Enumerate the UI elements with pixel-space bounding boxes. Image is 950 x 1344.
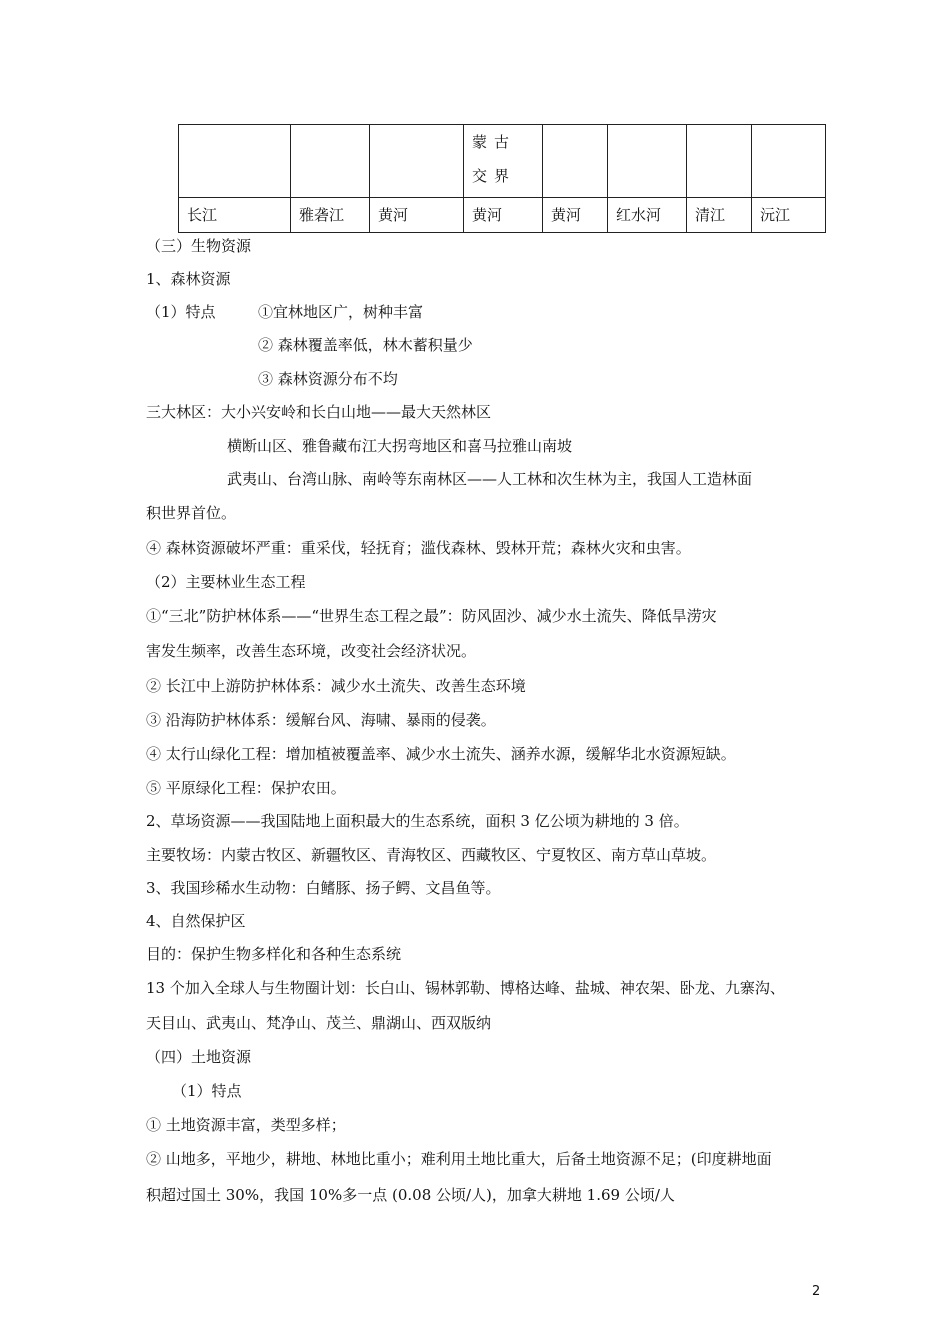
table-cell: 红水河 [608,198,687,233]
text-line: 三大林区：大小兴安岭和长白山地——最大天然林区 [146,403,492,421]
table-cell: 黄河 [464,198,543,233]
text-line: 3、我国珍稀水生动物：白鳍豚、扬子鳄、文昌鱼等。 [146,879,501,897]
text-line: 武夷山、台湾山脉、南岭等东南林区——人工林和次生林为主，我国人工造林面 [227,470,753,488]
text-line: （1）特点 [146,303,216,321]
section-heading: （三）生物资源 [146,237,252,255]
table-cell: 雅砻江 [291,198,370,233]
text-line: ①“三北”防护林体系——“世界生态工程之最”：防风固沙、减少水土流失、降低旱涝灾 [146,607,717,625]
table-cell: 黄河 [370,198,464,233]
table-cell [752,125,826,198]
text-line: ⑤ 平原绿化工程：保护农田。 [146,779,346,797]
table-cell [608,125,687,198]
table-cell: 沅江 [752,198,826,233]
table-cell: 清江 [687,198,752,233]
text-line: ① 土地资源丰富，类型多样； [146,1116,346,1134]
table-cell [291,125,370,198]
text-line: ③ 森林资源分布不均 [258,370,398,388]
text-line: 天目山、武夷山、梵净山、茂兰、鼎湖山、西双版纳 [146,1014,492,1032]
table-cell [543,125,608,198]
text-line: 害发生频率，改善生态环境，改变社会经济状况。 [146,642,477,660]
table-cell [179,125,291,198]
text-line: ③ 沿海防护林体系：缓解台风、海啸、暴雨的侵袭。 [146,711,496,729]
text-line: 积超过国土 30%，我国 10%多一点 (0.08 公顷/人)，加拿大耕地 1.69 公顷/人 [146,1186,675,1204]
text-line: ② 山地多，平地少，耕地、林地比重小；难利用土地比重大，后备土地资源不足；(印度耕地面 [146,1150,772,1168]
table-cell: 长江 [179,198,291,233]
text-line: 目的：保护生物多样化和各种生态系统 [146,945,402,963]
text-line: 2、草场资源——我国陆地上面积最大的生态系统，面积 3 亿公顷为耕地的 3 倍。 [146,812,689,830]
table-row [179,125,826,198]
text-line: （1）特点 [172,1082,242,1100]
text-line: ④ 太行山绿化工程：增加植被覆盖率、减少水土流失、涵养水源，缓解华北水资源短缺。 [146,745,736,763]
text-line: 积世界首位。 [146,504,237,522]
table-cell [370,125,464,198]
text-line: 主要牧场：内蒙古牧区、新疆牧区、青海牧区、西藏牧区、宁夏牧区、南方草山草坡。 [146,846,717,864]
text-line: 横断山区、雅鲁藏布江大拐弯地区和喜马拉雅山南坡 [227,437,573,455]
table-cell-text: 蒙古交界 [472,133,517,185]
table-cell [687,125,752,198]
section-heading: （四）土地资源 [146,1048,252,1066]
text-line: ② 长江中上游防护林体系：减少水土流失、改善生态环境 [146,677,526,695]
table-cell: 黄河 [543,198,608,233]
subsection-heading: 4、自然保护区 [146,912,246,930]
text-line: ② 森林覆盖率低，林木蓄积量少 [258,336,473,354]
table-cell [464,125,543,198]
rivers-table [178,124,826,233]
text-line: 13 个加入全球人与生物圈计划：长白山、锡林郭勒、博格达峰、盐城、神农架、卧龙、九寨沟、 [146,979,785,997]
text-line: ④ 森林资源破坏严重：重采伐，轻抚育；滥伐森林、毁林开荒；森林火灾和虫害。 [146,539,691,557]
page-number: 2 [812,1284,821,1299]
text-line: ①宜林地区广，树种丰富 [258,303,424,321]
table-row [179,198,826,233]
subsection-heading: 1、森林资源 [146,270,231,288]
text-line: （2）主要林业生态工程 [146,573,306,591]
